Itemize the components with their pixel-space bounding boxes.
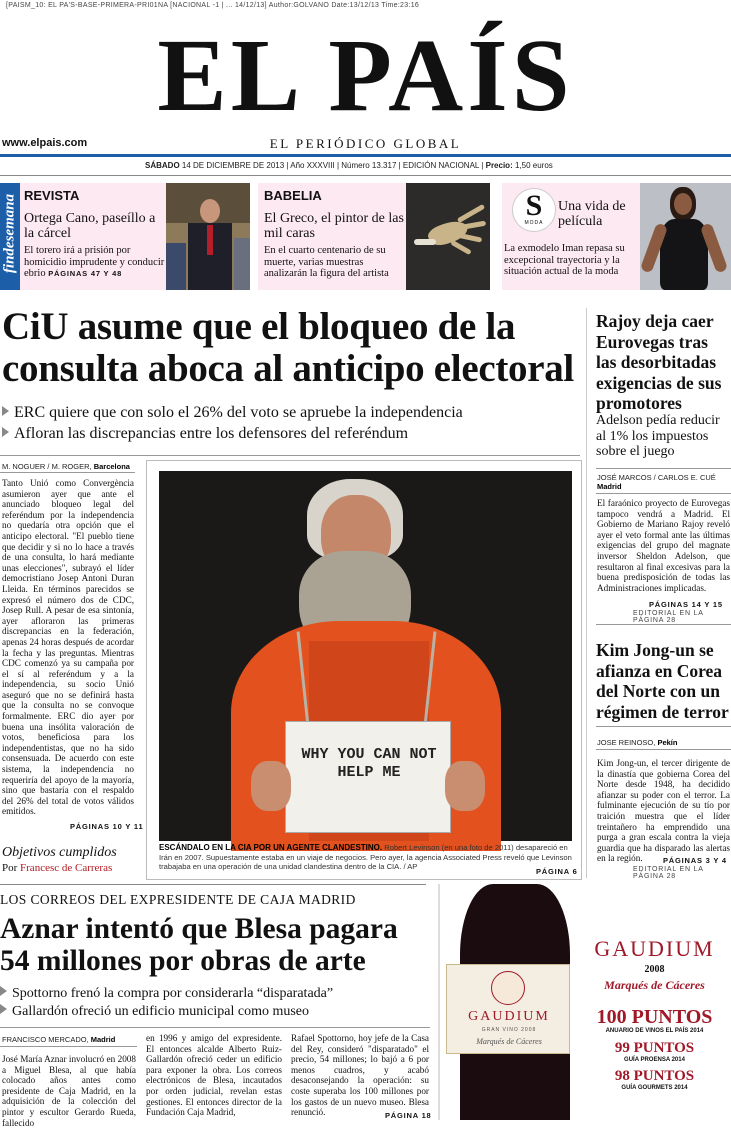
bottle-label: GAUDIUM GRAN VINO 2008 Marqués de Cáceres <box>446 964 570 1054</box>
bullet-triangle-icon <box>0 986 7 996</box>
lead-body: Tanto Unió como Convergència asumieron ayer que ante el anunciado bloqueo legal del referéndum por la independencia no quedaría otra opción que el anticipo electoral. "El pueblo tiene que decidir y si no lo hace a través de una consulta, lo hará mediante unas elecciones", subrayó el líder democristiano Josep Antoni Duran Lleida. En términos parecidos se expresó el número dos de CDC, Josep Rull. A pesar de esa sintonía, ayer afloraron las primeras discrepancias en la federación, apenas 24 horas después de acordar la fecha y las preguntas. Mientras CDC comenzó ya su campaña por el sí al referéndum y a la independencia, su socio Unió aseguró que no se definirá hasta que la consulta no se convoque formalmente. ERC dio ayer por buena una insólita valoración de votos, beneficiosa para los independentistas, que no ha sido consensuada. De acuerdo con este sistema, la independencia no requeriría del apoyo de la mayoría, sino que bastaría con el respaldo del 26% del total de votos válidos emitidos. <box>2 478 134 817</box>
sign <box>285 721 451 833</box>
babelia-label: BABELIA <box>264 188 322 203</box>
divider <box>596 624 731 625</box>
revista-headline: Ortega Cano, paseíllo a la cárcel <box>24 211 156 241</box>
aznar-byline: FRANCISCO MERCADO, Madrid <box>2 1035 116 1044</box>
aznar-body-col2: en 1996 y amigo del expresidente. El entonces alcalde Alberto Ruiz-Gallardón ofreció ceder un edificio para exponer la obra. Los correos electrónicos de Blesa, incautados por orden judicial, revelan estas gestiones. El entonces director de la Fundación Caja Madrid, <box>146 1033 282 1118</box>
eurovegas-pages[interactable]: PÁGINAS 14 Y 15 <box>649 600 723 609</box>
findesemana-tab <box>0 183 20 290</box>
divider <box>596 749 731 750</box>
sign-text: WHY YOU CAN NOT HELP ME <box>301 746 437 781</box>
divider <box>0 472 135 473</box>
divider <box>0 175 731 176</box>
revista-photo <box>166 183 250 290</box>
bullet-triangle-icon <box>0 1004 7 1014</box>
price-label: Precio: <box>485 161 513 170</box>
aznar-headline[interactable]: Aznar intentó que Blesa pagara 54 millones por obras de arte <box>0 913 398 977</box>
divider <box>0 455 580 456</box>
photo-pages[interactable]: PÁGINA 6 <box>536 867 578 876</box>
aznar-body-col3: Rafael Spottorno, hoy jefe de la Casa del Rey, consideró "disparatado" el precio, 54 millones; lo bajó a 6 por menos cuadros, y acabó desaconsejando la operación: su coste superaba los 100 millones por los gastos de un nuevo museo. Blesa renunció. <box>291 1033 429 1118</box>
kim-body: Kim Jong-un, el tercer dirigente de la dinastía que gobierna Corea del Norte desde 1948, ha decidido afianzar su poder con el terror. La fulminante ejecución de su tío por traición muestra que el líder treintañero ha emprendido una purga a gran escala contra la vieja guardia que ha disparado las alertas en la región. <box>597 758 730 864</box>
aznar-body-col1: José María Aznar involucró en 2008 a Miguel Blesa, al que había colocado años antes como presidente de Caja Madrid, en la adquisición de la colección del pintor y escultor Gerardo Rueda, fallecido <box>2 1054 136 1128</box>
eurovegas-body: El faraónico proyecto de Eurovegas tampoco vendrá a Madrid. El Gobierno de Mariano Rajoy reveló ayer el veto formal ante las últimas exigencias del grupo del magnate inversor Sheldon Adelson, que resultaron al final excesivas para la buena predisposición de todas las Administraciones implicadas. <box>597 498 730 593</box>
opinion-author: Francesc de Carreras <box>20 862 113 874</box>
aznar-bullet: Gallardón ofreció un edificio municipal como museo <box>0 1003 430 1021</box>
kim-pages[interactable]: PÁGINAS 3 Y 4 <box>663 856 727 865</box>
revista-label: REVISTA <box>24 188 80 203</box>
babelia-headline: El Greco, el pintor de las mil caras <box>264 211 404 241</box>
lead-bullets <box>2 402 602 444</box>
site-url[interactable]: www.elpais.com <box>2 137 88 149</box>
opinion-byline: Por Francesc de Carreras <box>2 862 113 874</box>
print-slug: [PAISM_10: EL PA'S-BASE-PRIMERA-PRI01NA [NACIONAL -1 | ... 14/12/13] Author:GOLVANO Date:13/12/13 Time:23:16 <box>6 2 420 9</box>
ad-year: 2008 <box>644 964 665 975</box>
ad-line3-sub: GUÍA GOURMETS 2014 <box>621 1085 688 1091</box>
lead-headline[interactable]: CiU asume que el bloqueo de la consulta aboca al anticipo electoral <box>2 305 574 390</box>
divider <box>596 493 731 494</box>
revista-body: El torero irá a prisión por homicidio imprudente y conducir ebrio PÁGINAS 47 Y 48 <box>24 245 165 279</box>
eurovegas-byline: JOSÉ MARCOS / CARLOS E. CUÉ <box>597 473 716 482</box>
masthead-rule <box>0 154 731 157</box>
eurovegas-sub: Adelson pedía reducir al 1% los impuestos sobre el juego <box>596 413 720 459</box>
ad-line3: 98 PUNTOS <box>614 1068 695 1084</box>
opinion-title[interactable]: Objetivos cumplidos <box>2 845 117 860</box>
date-details: 14 DE DICIEMBRE DE 2013 | Año XXXVIII | Número 13.317 | EDICIÓN NACIONAL | <box>181 161 484 170</box>
divider <box>596 468 731 469</box>
levinson-photo[interactable] <box>159 471 572 841</box>
aznar-bullet: Spottorno frenó la compra por considerarla “disparatada” <box>0 985 430 1003</box>
kim-editorial[interactable]: EDITORIAL EN LA PÁGINA 28 <box>633 866 704 880</box>
divider <box>596 726 731 727</box>
column-rule <box>586 308 587 878</box>
aznar-bullets <box>0 985 430 1021</box>
babelia-photo <box>406 183 490 290</box>
babelia-teaser[interactable] <box>258 183 406 290</box>
smoda-logo: S MODA <box>512 188 556 232</box>
label-crest-icon <box>491 971 525 1005</box>
babelia-body: En el cuarto centenario de su muerte, varias muestras analizarán la figura del artista <box>264 245 389 279</box>
lead-bullet: ERC quiere que con solo el 26% del voto se apruebe la independencia <box>2 402 602 423</box>
revista-pages: PÁGINAS 47 Y 48 <box>48 269 123 278</box>
smoda-teaser[interactable] <box>502 183 640 290</box>
smoda-body: La exmodelo Iman repasa su excepcional trayectoria y la situación actual de la moda <box>504 243 625 277</box>
kim-byline: JOSE REINOSO, Pekín <box>597 738 678 747</box>
photo-caption <box>159 843 573 872</box>
date-line <box>145 161 553 170</box>
caption-body: Robert Levinson (en una foto de 2011) desapareció en Irán en 2007. Supuestamente estaba en un viaje de negocios. Pero ayer, la agencia Associated Press reveló que Levinson trabajaba en una operación de una unidad clandestina dentro de la CIA. / AP <box>159 843 572 872</box>
smoda-photo <box>640 183 731 290</box>
lead-byline: M. NOGUER / M. ROGER, Barcelona <box>2 462 130 471</box>
ad-brand: GAUDIUM <box>594 936 715 961</box>
aznar-pages[interactable]: PÁGINA 18 <box>385 1111 432 1120</box>
aznar-kicker: LOS CORREOS DEL EXPRESIDENTE DE CAJA MADRID <box>0 892 356 907</box>
gaudium-ad[interactable] <box>438 884 731 1120</box>
divider <box>0 1027 430 1028</box>
ad-points-sub: ANUARIO DE VINOS EL PAÍS 2014 <box>605 1028 704 1034</box>
ad-line2-sub: GUÍA PROENSA 2014 <box>624 1057 685 1063</box>
bullet-triangle-icon <box>2 427 9 437</box>
eurovegas-place: Madrid <box>597 482 622 491</box>
price-value: 1,50 euros <box>514 161 553 170</box>
date-day: SÁBADO <box>145 161 180 170</box>
lead-bullet: Afloran las discrepancias entre los defensores del referéndum <box>2 423 602 444</box>
newspaper-logo: EL PAÍS <box>157 18 574 133</box>
smoda-headline: Una vida de película <box>558 199 626 229</box>
bullet-triangle-icon <box>2 406 9 416</box>
divider <box>0 1046 137 1047</box>
findesemana-label: findesemana <box>1 193 18 274</box>
ad-points: 100 PUNTOS <box>596 1006 713 1028</box>
ad-winery: Marqués de Cáceres <box>604 978 705 992</box>
eurovegas-editorial[interactable]: EDITORIAL EN LA PÁGINA 28 <box>633 610 704 624</box>
ad-line2: 99 PUNTOS <box>614 1040 695 1056</box>
logo-tagline: EL PERIÓDICO GLOBAL <box>269 136 462 151</box>
eurovegas-headline[interactable]: Rajoy deja caer Eurovegas tras las desorbitadas exigencias de sus promotores <box>596 311 722 413</box>
revista-teaser[interactable] <box>20 183 166 290</box>
kim-headline[interactable]: Kim Jong-un se afianza en Corea del Norte con un régimen de terror <box>596 640 729 722</box>
caption-head: ESCÁNDALO EN LA CIA POR UN AGENTE CLANDESTINO. <box>159 843 383 852</box>
divider <box>0 884 426 885</box>
lead-pages[interactable]: PÁGINAS 10 Y 11 <box>70 822 144 831</box>
